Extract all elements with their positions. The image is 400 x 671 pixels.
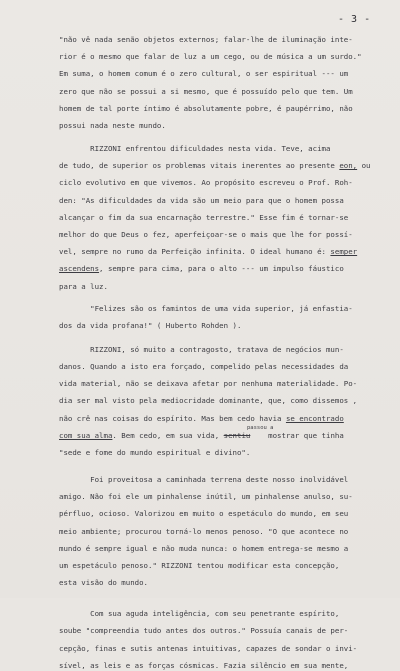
text-line: esta visão do mundo. <box>59 578 148 588</box>
text-line: ascendens, sempre para cima, para o alto --- um impulso fáustico <box>59 264 344 274</box>
text-line: Foi proveitosa a caminhada terrena deste nosso inolvidável <box>59 475 349 484</box>
text-line: melhor do que Deus o fez, aperfeiçoar-se o mais que lhe for possí- <box>59 230 353 239</box>
text-line: alcançar o fim da sua encarnação terrestre." Esse fim é tornar-se <box>59 212 349 222</box>
text-line: Com sua aguda inteligência, com seu penetrante espírito, <box>59 609 340 619</box>
text-line: ciclo evolutivo em que vivemos. Ao propósito escreveu o Prof. Roh- <box>59 178 353 188</box>
text-line: Em suma, o homem comum é o zero cultural, o ser espiritual --- um <box>59 69 349 79</box>
text-line: mundo é sempre igual e não muda nunca: o homem entrega-se mesmo a <box>59 543 349 553</box>
handwritten-insertion: passou a <box>247 424 274 431</box>
text-line: danos. Quando a isto era forçado, compelido pelas necessidades da <box>59 362 349 371</box>
text-line: para a luz. <box>59 281 108 291</box>
text-line: pérfluo, ocioso. Valorizou em muito o espetáculo do mundo, em seu <box>59 509 349 519</box>
text-line: "não vê nada senão objetos externos; falar-lhe de iluminação inte- <box>59 35 353 44</box>
text-line: RIZZONI enfrentou dificuldades nesta vida. Teve, acima <box>59 144 331 153</box>
text-line: não crê nas coisas do espírito. Mas bem cedo havia se encontrado <box>59 413 344 423</box>
text-line: homem de tal porte íntimo é absolutamente pobre, é paupérrimo, não <box>59 103 353 113</box>
text-line: den: "As dificuldades da vida são um meio para que o homem possa <box>59 195 344 205</box>
page-number: - 3 - <box>338 14 371 25</box>
text-line: possui nada neste mundo. <box>59 121 166 130</box>
text-line: com sua alma. Bem cedo, em sua vida, sentiu mostrar que tinha <box>59 430 344 440</box>
text-line: soube "compreendia tudo antes dos outros." Possuía canais de per- <box>59 626 349 636</box>
text-line: dia ser mal visto pela mediocridade dominante, que, como dissemos , <box>59 396 358 406</box>
text-line: vida material, não se deixava afetar por nenhuma materialidade. Po- <box>59 379 358 389</box>
text-line: de tudo, de superior os problemas vitais inerentes ao presente eon, ou <box>59 161 371 171</box>
text-line: RIZZONI, só muito a contragosto, tratava de negócios mun- <box>59 344 344 354</box>
text-line: cepção, finas e sutis antenas intuitivas, capazes de sondar o invi- <box>59 643 358 653</box>
text-line: zero que não se possui a si mesmo, que é possuído pelo que tem. Um <box>59 86 353 96</box>
text-line: um espetáculo penoso." RIZZONI tentou modificar esta concepção, <box>59 561 340 570</box>
text-line: sível, as leis e as forças cósmicas. Fazia silêncio em sua mente, <box>59 660 349 670</box>
text-line: "Felizes são os famintos de uma vida superior, já enfastia- <box>59 303 353 313</box>
text-line: meio ambiente; procurou torná-lo menos penoso. "O que acontece no <box>59 526 349 536</box>
text-line: vel, sempre no rumo da Perfeição infinita. O ideal humano é: semper <box>59 247 358 257</box>
text-line: amigo. Não foi ele um pinhalense inútil, um pinhalense anulso, su- <box>59 492 353 502</box>
text-line: dos da vida profana!" ( Huberto Rohden ). <box>59 320 242 330</box>
text-line: rior é o mesmo que falar de luz a um cego, ou de música a um surdo." <box>59 52 362 62</box>
text-line: "sede e fome do mundo espiritual e divino". <box>59 448 251 457</box>
